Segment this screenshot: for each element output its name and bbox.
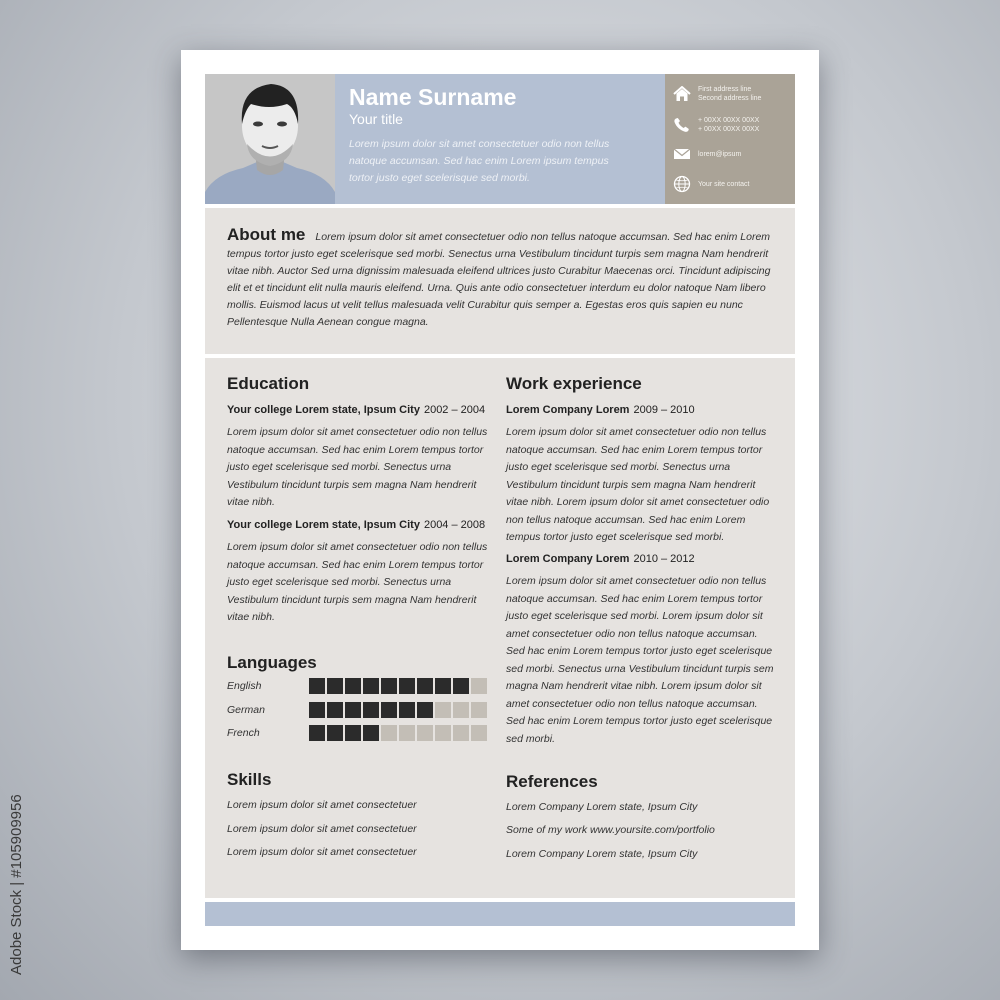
contact-address — [673, 85, 761, 103]
phone-number-2: + 00XX 00XX 00XX — [698, 126, 760, 133]
level-segment-filled — [345, 702, 361, 718]
skill-item: Lorem ipsum dolor sit amet consectetuer — [227, 846, 417, 858]
level-segment-empty — [417, 725, 433, 741]
work-entry-title: Lorem Company Lorem 2009 – 2010 — [506, 404, 695, 416]
stock-id-text: Adobe Stock | #105909956 — [8, 794, 25, 975]
level-segment-filled — [363, 678, 379, 694]
address-line-2: Second address line — [698, 95, 762, 102]
language-row — [227, 725, 487, 741]
level-segment-filled — [381, 702, 397, 718]
education-entry-title: Your college Lorem state, Ipsum City 2004 – 2008 — [227, 519, 486, 531]
level-segment-filled — [399, 678, 415, 694]
level-segment-filled — [327, 702, 343, 718]
about-heading: About me — [227, 225, 306, 244]
level-segment-empty — [381, 725, 397, 741]
email-address[interactable]: lorem@ipsum — [698, 150, 742, 158]
references-heading: References — [506, 772, 598, 791]
level-segment-filled — [399, 702, 415, 718]
level-segment-filled — [309, 725, 325, 741]
level-segment-filled — [435, 678, 451, 694]
resume-page — [181, 50, 819, 950]
contact-box — [665, 74, 795, 204]
about-section — [205, 208, 795, 354]
level-segment-empty — [435, 702, 451, 718]
level-segment-filled — [417, 678, 433, 694]
about-paragraph — [227, 226, 773, 331]
languages-heading: Languages — [227, 653, 317, 672]
level-segment-filled — [417, 702, 433, 718]
level-segment-empty — [453, 702, 469, 718]
level-segment-empty — [399, 725, 415, 741]
level-segment-filled — [327, 678, 343, 694]
level-segment-filled — [363, 725, 379, 741]
about-text: Lorem ipsum dolor sit amet consectetuer odio non tellus natoque accumsan. Sed hac enim Lorem tempus tortor justo eget scelerisque sed morbi. Senectus urna Vestibulum tincidunt turpis sem magna Nam hendrerit vitae nibh. Auctor Sed urna dignissim malesuada eleifend ultrices justo Curabitur Maecenas orci. Tincidunt adipiscing elit et et tincidunt elit nulla mauris eleifend. Urna. Quis ante odio consectetuer interdum eu dolor natoque Nam libero mollis. Euismod lacus ut velit tellus malesuada velit Curabitur quis semper a. Egestas eros quis sapien eu nunc Pellentesque Nulla Aenean congue magna. — [227, 231, 771, 328]
level-segment-empty — [471, 702, 487, 718]
level-segment-filled — [363, 702, 379, 718]
work-entry-title: Lorem Company Lorem 2010 – 2012 — [506, 553, 695, 565]
person-avatar-icon — [205, 74, 335, 204]
level-segment-filled — [327, 725, 343, 741]
site-contact[interactable]: Your site contact — [698, 180, 750, 188]
level-segment-filled — [309, 678, 325, 694]
education-entry-text: Lorem ipsum dolor sit amet consectetuer odio non tellus natoque accumsan. Sed hac enim Lorem tempus tortor justo eget scelerisque sed morbi. Senectus urna Vestibulum tincidunt turpis sem magna Nam hendrerit vitae nibh. — [227, 541, 488, 623]
person-name: Name Surname — [349, 84, 517, 110]
language-name: German — [227, 704, 265, 716]
level-segment-empty — [453, 725, 469, 741]
reference-item: Lorem Company Lorem state, Ipsum City — [506, 848, 698, 860]
profile-photo — [205, 74, 335, 204]
education-heading: Education — [227, 374, 310, 393]
level-segment-filled — [309, 702, 325, 718]
contact-email[interactable] — [673, 146, 741, 162]
education-entry-text: Lorem ipsum dolor sit amet consectetuer odio non tellus natoque accumsan. Sed hac enim Lorem tempus tortor justo eget scelerisque sed morbi. Senectus urna Vestibulum tincidunt turpis sem magna Nam hendrerit vitae nibh. — [227, 426, 488, 508]
education-entry-title: Your college Lorem state, Ipsum City 2002 – 2004 — [227, 404, 486, 416]
level-segment-empty — [435, 725, 451, 741]
footer-bar — [205, 902, 795, 926]
work-entry-text: Lorem ipsum dolor sit amet consectetuer odio non tellus natoque accumsan. Sed hac enim Lorem tempus tortor justo eget scelerisque sed morbi. Lorem ipsum dolor sit amet consectetuer odio non tellus natoque accumsan. Sed hac enim Lorem tempus tortor justo eget scelerisque sed morbi. Senectus urna Vestibulum tincidunt turpis sem magna Nam hendrerit vitae nibh. Lorem ipsum dolor sit amet consectetuer odio non tellus natoque accumsan. Sed hac enim Lorem tempus tortor justo eget scelerisque sed morbi. — [506, 575, 774, 745]
home-icon — [673, 86, 691, 102]
contact-site[interactable] — [673, 175, 750, 193]
language-level-bar — [309, 702, 487, 718]
contact-phone — [673, 116, 759, 134]
reference-item: Lorem Company Lorem state, Ipsum City — [506, 801, 698, 813]
main-section — [205, 358, 795, 898]
address-line-1: First address line — [698, 86, 752, 93]
person-title: Your title — [349, 111, 403, 127]
language-row — [227, 678, 487, 694]
level-segment-filled — [381, 678, 397, 694]
language-name: French — [227, 727, 260, 739]
work-entry-text: Lorem ipsum dolor sit amet consectetuer odio non tellus natoque accumsan. Sed hac enim Lorem tempus tortor justo eget scelerisque sed morbi. Senectus urna Vestibulum tincidunt turpis sem magna Nam hendrerit vitae nibh. Lorem ipsum dolor sit amet consectetuer odio non tellus natoque accumsan. Sed hac enim Lorem tempus tortor justo eget scelerisque sed morbi. — [506, 426, 770, 543]
phone-icon — [673, 117, 691, 133]
skill-item: Lorem ipsum dolor sit amet consectetuer — [227, 823, 417, 835]
language-row — [227, 702, 487, 718]
email-icon — [673, 146, 691, 162]
work-heading: Work experience — [506, 374, 642, 393]
level-segment-filled — [345, 678, 361, 694]
reference-item[interactable]: Some of my work www.yoursite.com/portfolio — [506, 824, 715, 836]
skill-item: Lorem ipsum dolor sit amet consectetuer — [227, 799, 417, 811]
level-segment-filled — [345, 725, 361, 741]
globe-icon — [673, 175, 691, 193]
language-level-bar — [309, 678, 487, 694]
intro-text: Lorem ipsum dolor sit amet consectetuer odio non tellus natoque accumsan. Sed hac enim Lorem ipsum tempus tortor justo eget scelerisque sed morbi. — [349, 138, 610, 184]
language-name: English — [227, 680, 262, 692]
header-title-box — [335, 74, 665, 204]
level-segment-empty — [471, 678, 487, 694]
language-level-bar — [309, 725, 487, 741]
phone-number-1: + 00XX 00XX 00XX — [698, 117, 760, 124]
skills-heading: Skills — [227, 770, 272, 789]
level-segment-empty — [471, 725, 487, 741]
level-segment-filled — [453, 678, 469, 694]
